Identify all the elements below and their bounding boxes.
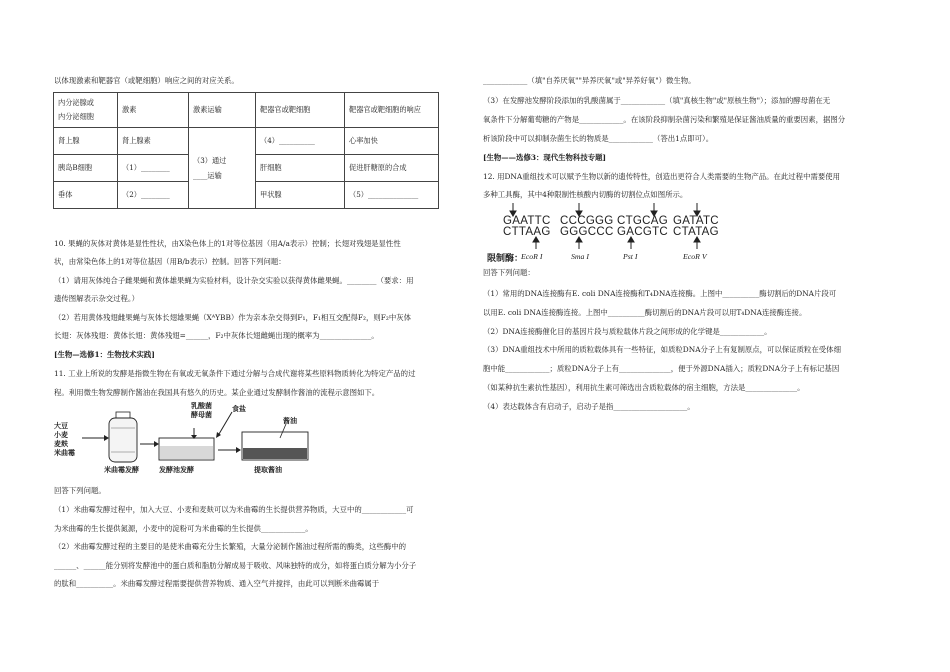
dna-top-smai: CCCGGG: [560, 215, 614, 227]
table-cell: 心率加快: [345, 128, 439, 155]
enzyme-ecorv: EcoR V: [683, 252, 707, 261]
table-cell: 肾上腺素: [118, 128, 189, 155]
table-cell: 肾上腺: [54, 128, 118, 155]
dna-bottom-psti: GACGTC: [617, 226, 668, 238]
table-cell: （2）________: [118, 182, 189, 209]
answer-intro-12: 回答下列问题：: [483, 268, 535, 277]
enzyme-smai: Sma I: [571, 252, 589, 261]
table-cell: 胰岛B细胞: [54, 155, 118, 182]
restriction-site-figure: [483, 203, 743, 267]
table-header-cell: 内分泌腺或 内分泌细胞: [54, 93, 118, 128]
lactic-yeast-label: 乳酸菌 酵母菌: [191, 403, 212, 419]
step-koji-label: 米曲霉发酵: [104, 467, 139, 474]
table-cell: （1）________: [118, 155, 189, 182]
enzyme-label: 限制酶：: [487, 254, 524, 264]
table-cell: （4）__________: [256, 128, 345, 155]
table-cell: 垂体: [54, 182, 118, 209]
hormone-table: [53, 92, 439, 209]
dna-top-ecori: GAATTC: [503, 215, 551, 227]
transport-cell: （3）通过 ____运输: [189, 128, 256, 209]
enzyme-ecori: EcoR I: [521, 252, 543, 261]
answer-intro: 回答下列问题。: [54, 486, 106, 495]
dna-top-ecorv: GATATC: [673, 215, 719, 227]
soy-sauce-label: 酱油: [283, 418, 297, 425]
fermentation-figure: [54, 402, 454, 476]
dna-bottom-smai: GGGCCC: [560, 226, 614, 238]
table-header-cell: 靶器官或靶细胞的响应: [345, 93, 439, 128]
intro-text: 以体现激素和靶器官（或靶细胞）响应之间的对应关系。: [54, 76, 239, 85]
table-row: [54, 128, 439, 155]
table-cell: 肝细胞: [256, 155, 345, 182]
enzyme-psti: Pst I: [623, 252, 638, 261]
table-header-cell: 激素: [118, 93, 189, 128]
table-cell: 促进肝糖原的合成: [345, 155, 439, 182]
step-extract-label: 提取酱油: [254, 467, 282, 474]
table-header-cell: 靶器官或靶细胞: [256, 93, 345, 128]
salt-label: 食盐: [232, 406, 246, 413]
dna-bottom-ecori: CTTAAG: [503, 226, 551, 238]
table-header-cell: 激素运输: [189, 93, 256, 128]
step-pool-label: 发酵池发酵: [159, 467, 194, 474]
table-cell: 甲状腺: [256, 182, 345, 209]
section-heading-elective-3: [生物——选修3：现代生物科技专题]: [483, 153, 606, 162]
section-heading-elective-1: [生物—选修1：生物技术实践]: [54, 350, 155, 359]
table-header-row: [54, 93, 439, 128]
ingredients-label: 大豆 小麦 麦麸 米曲霉: [54, 423, 75, 457]
table-cell: （5）______________: [345, 182, 439, 209]
dna-bottom-ecorv: CTATAG: [673, 226, 719, 238]
document-page: 以体现激素和靶器官（或靶细胞）响应之间的对应关系。 内分泌腺或 内分泌细胞 激素 激素运输 靶器官或靶细胞 靶器官或靶细胞的响应 肾上腺 肾上腺素 （3）通过 ____运输 （4）__________ 心率加快 胰岛B细胞 （1）________ 肝细胞 促进肝糖原的合成 垂体 （2）________ 甲状腺 （5）______________ 10. 果蝇的灰体对黄体是显性性状，由X染色体上的1对等位基因（用A/a表示）控制；长翅对残翅是显性性 状，由常染色体上的1对等位基因（用B/b表示）控制。回答下列问题： （1）请用灰体纯合子雌果蝇和黄体雄果蝇为实验材料，设计杂交实验以获得黄体雌果蝇。________（要求：用 遗传图解表示杂交过程。） （2）若用黄体残翅雌果蝇与灰体长翅雄果蝇（XᴬYBB）作为亲本杂交得到F₁，F₁相互交配得F₂，则F₂中灰体 长翅：灰体残翅：黄体长翅：黄体残翅=______，F₂中灰体长翅雌蝇出现的概率为______________。 [生物—选修1：生物技术实践] 11. 工业上所说的发酵是指微生物在有氧或无氧条件下通过分解与合成代谢将某些原料物质转化为特定产品的过 程。利用微生物发酵制作酱油在我国具有悠久的历史。某企业通过发酵制作酱油的流程示意图如下。 大豆 小麦 麦麸 米曲霉 乳酸菌 酵母菌 食盐 酱油 米曲霉发酵 发酵池发酵 提取酱油 回答下列问题。 （1）米曲霉发酵过程中，加入大豆、小麦和麦麸可以为米曲霉的生长提供营养物质，大豆中的____________可 为米曲霉的生长提供氮源，小麦中的淀粉可为米曲霉的生长提供____________。 （2）米曲霉发酵过程的主要目的是使米曲霉充分生长繁殖，大量分泌制作酱油过程所需的酶类，这些酶中的 ______、______能分别将发酵池中的蛋白质和脂肪分解成易于吸收、风味独特的成分，如将蛋白质分解为小分子 的肽和__________。米曲霉发酵过程需要提供营养物质、通入空气并搅拌，由此可以判断米曲霉属于 ____________（填"自养厌氧""异养厌氧"或"异养好氧"）微生物。 （3）在发酵池发酵阶段添加的乳酸菌属于____________（填"真核生物"或"原核生物"）；添加的酵母菌在无 氧条件下分解葡萄糖的产物是____________。在该阶段抑制杂菌污染和繁殖是保证酱油质量的重要因素，据图分 析该阶段中可以抑制杂菌生长的物质是____________（答出1点即可）。 [生物——选修3：现代生物科技专题] 12. 用DNA重组技术可以赋予生物以新的遗传特性，创造出更符合人类需要的生物产品。在此过程中需要使用 多种工具酶，其中4种限制性核酸内切酶的切割位点如图所示。 GAATTC CCCGGG CTGCAG GATATC CTTAAG GGGCCC GACGTC CTATAG 限制酶： EcoR I Sma I Pst I EcoR V 回答下列问题： （1）常用的DNA连接酶有E. coli DNA连接酶和T₄DNA连接酶。上图中__________酶切割后的DNA片段可 以用E. coli DNA连接酶连接。上图中__________酶切割后的DNA片段可以用T₄DNA连接酶连接。 （2）DNA连接酶催化目的基因片段与质粒载体片段之间形成的化学键是____________。 （3）DNA重组技术中所用的质粒载体具有一些特征，如质粒DNA分子上有复制原点，可以保证质粒在受体细 胞中能____________；质粒DNA分子上有______________，便于外源DNA插入；质粒DNA分子上有标记基因 （如某种抗生素抗性基因），利用抗生素可筛选出含质粒载体的宿主细胞，方法是______________。 （4）表达载体含有启动子，启动子是指____________________。: [54, 76, 846, 588]
dna-top-psti: CTGCAG: [617, 215, 668, 227]
